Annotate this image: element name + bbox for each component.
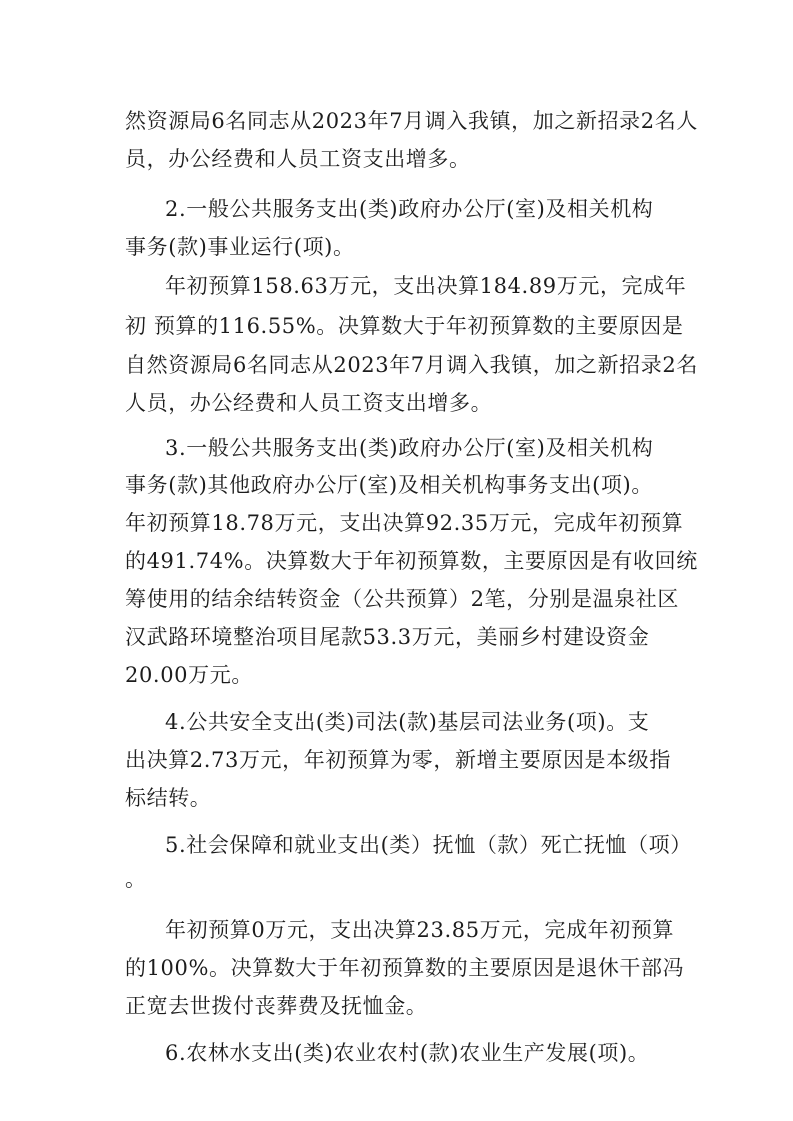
text-line: 年初预算158.63万元，支出决算184.89万元，完成年 [165, 274, 687, 298]
text-line: 然资源局6名同志从2023年7月调入我镇，加之新招录2名人 [125, 109, 698, 133]
text-line: 自然资源局6名同志从2023年7月调入我镇，加之新招录2名 [125, 353, 698, 377]
section-heading: 3.一般公共服务支出(类)政府办公厅(室)及相关机构 [165, 436, 654, 460]
text-line: 初 预算的116.55%。决算数大于年初预算数的主要原因是 [125, 314, 684, 338]
text-line: 人员，办公经费和人员工资支出增多。 [125, 391, 493, 415]
text-line: 的491.74%。决算数大于年初预算数，主要原因是有收回统 [125, 549, 698, 573]
text-line: 事务(款)其他政府办公厅(室)及相关机构事务支出(项)。 [125, 473, 653, 497]
text-line: 事务(款)事业运行(项)。 [125, 235, 355, 259]
text-line: 正宽去世拨付丧葬费及抚恤金。 [125, 994, 428, 1018]
text-line: 20.00万元。 [125, 663, 253, 687]
text-line: 年初预算18.78万元，支出决算92.35万元，完成年初预算 [125, 511, 684, 535]
section-heading: 2.一般公共服务支出(类)政府办公厅(室)及相关机构 [165, 197, 654, 221]
text-line: 员，办公经费和人员工资支出增多。 [125, 147, 471, 171]
text-line: 的100%。决算数大于年初预算数的主要原因是退休干部冯 [125, 956, 685, 980]
text-line: 筹使用的结余结转资金（公共预算）2笔，分别是温泉社区 [125, 587, 679, 611]
text-line: 汉武路环境整治项目尾款53.3万元，美丽乡村建设资金 [125, 625, 650, 649]
section-heading: 4.公共安全支出(类)司法(款)基层司法业务(项)。支 [165, 710, 650, 734]
text-line: 标结转。 [125, 786, 212, 810]
text-line: 。 [125, 867, 147, 891]
section-heading: 6.农林水支出(类)农业农村(款)农业生产发展(项)。 [165, 1041, 650, 1065]
text-line: 出决算2.73万元，年初预算为零，新增主要原因是本级指 [125, 748, 671, 772]
section-heading: 5.社会保障和就业支出(类）抚恤（款）死亡抚恤（项） [165, 833, 692, 857]
text-line: 年初预算0万元，支出决算23.85万元，完成年初预算 [165, 918, 675, 942]
